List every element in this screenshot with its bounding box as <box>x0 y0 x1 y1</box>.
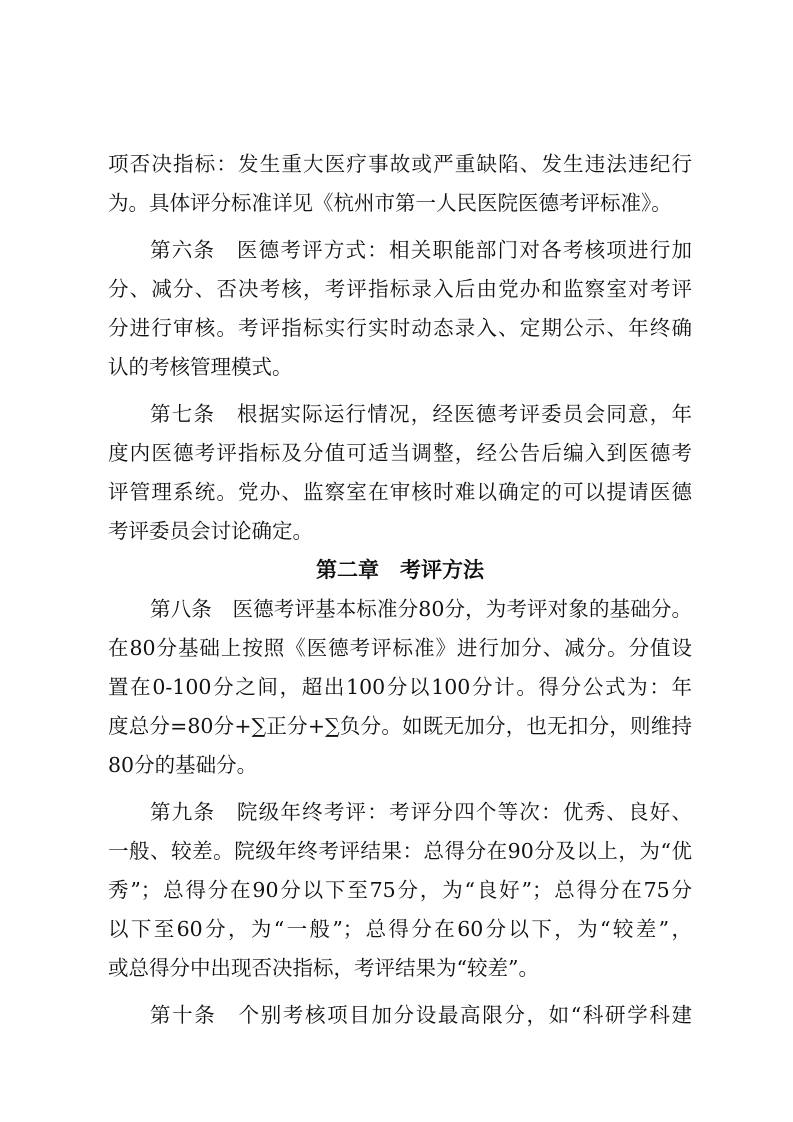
chapter-heading: 第二章 考评方法 <box>316 558 484 582</box>
text-line: 一般、较差。院级年终考评结果：总得分在90分及以上，为“优 <box>108 839 692 863</box>
text-line: 第九条 院级年终考评：考评分四个等次：优秀、良好、 <box>150 800 692 824</box>
text-line: 第十条 个别考核项目加分设最高限分，如“科研学科建 <box>150 1003 692 1027</box>
text-line: 80分的基础分。 <box>108 753 258 777</box>
paragraph-article-6 <box>108 231 692 387</box>
paragraph-article-10 <box>108 996 692 1035</box>
text-line: 第七条 根据实际运行情况，经医德考评委员会同意，年 <box>150 402 692 426</box>
text-line: 分、减分、否决考核，考评指标录入后由党办和监察室对考评 <box>108 277 692 301</box>
paragraph-article-5-continued <box>108 145 692 223</box>
document-page <box>108 145 692 1035</box>
text-line: 为。具体评分标准详见《杭州市第一人民医院医德考评标准》。 <box>108 191 672 215</box>
text-line: 度内医德考评指标及分值可适当调整，经公告后编入到医德考 <box>108 441 692 465</box>
paragraph-article-9 <box>108 793 692 988</box>
paragraph-article-7 <box>108 395 692 551</box>
text-line: 在80分基础上按照《医德考评标准》进行加分、减分。分值设 <box>108 636 692 660</box>
text-line: 秀”；总得分在90分以下至75分，为“良好”；总得分在75分 <box>108 878 692 902</box>
text-line: 分进行审核。考评指标实行实时动态录入、定期公示、年终确 <box>108 316 692 340</box>
text-line: 置在0-100分之间，超出100分以100分计。得分公式为：年 <box>108 675 692 699</box>
paragraph-article-8 <box>108 590 692 785</box>
text-line: 第六条 医德考评方式：相关职能部门对各考核项进行加 <box>150 238 692 262</box>
text-line: 认的考核管理模式。 <box>108 355 293 379</box>
text-line: 以下至60分，为“一般”；总得分在60分以下，为“较差”， <box>108 917 692 941</box>
text-line: 第八条 医德考评基本标准分80分，为考评对象的基础分。 <box>150 597 692 621</box>
text-line: 或总得分中出现否决指标，考评结果为“较差”。 <box>108 956 539 980</box>
text-line: 项否决指标：发生重大医疗事故或严重缺陷、发生违法违纪行 <box>108 152 692 176</box>
text-line: 考评委员会讨论确定。 <box>108 519 313 543</box>
text-line: 评管理系统。党办、监察室在审核时难以确定的可以提请医德 <box>108 480 692 504</box>
text-line: 度总分=80分+∑正分+∑负分。如既无加分，也无扣分，则维持 <box>108 714 692 738</box>
